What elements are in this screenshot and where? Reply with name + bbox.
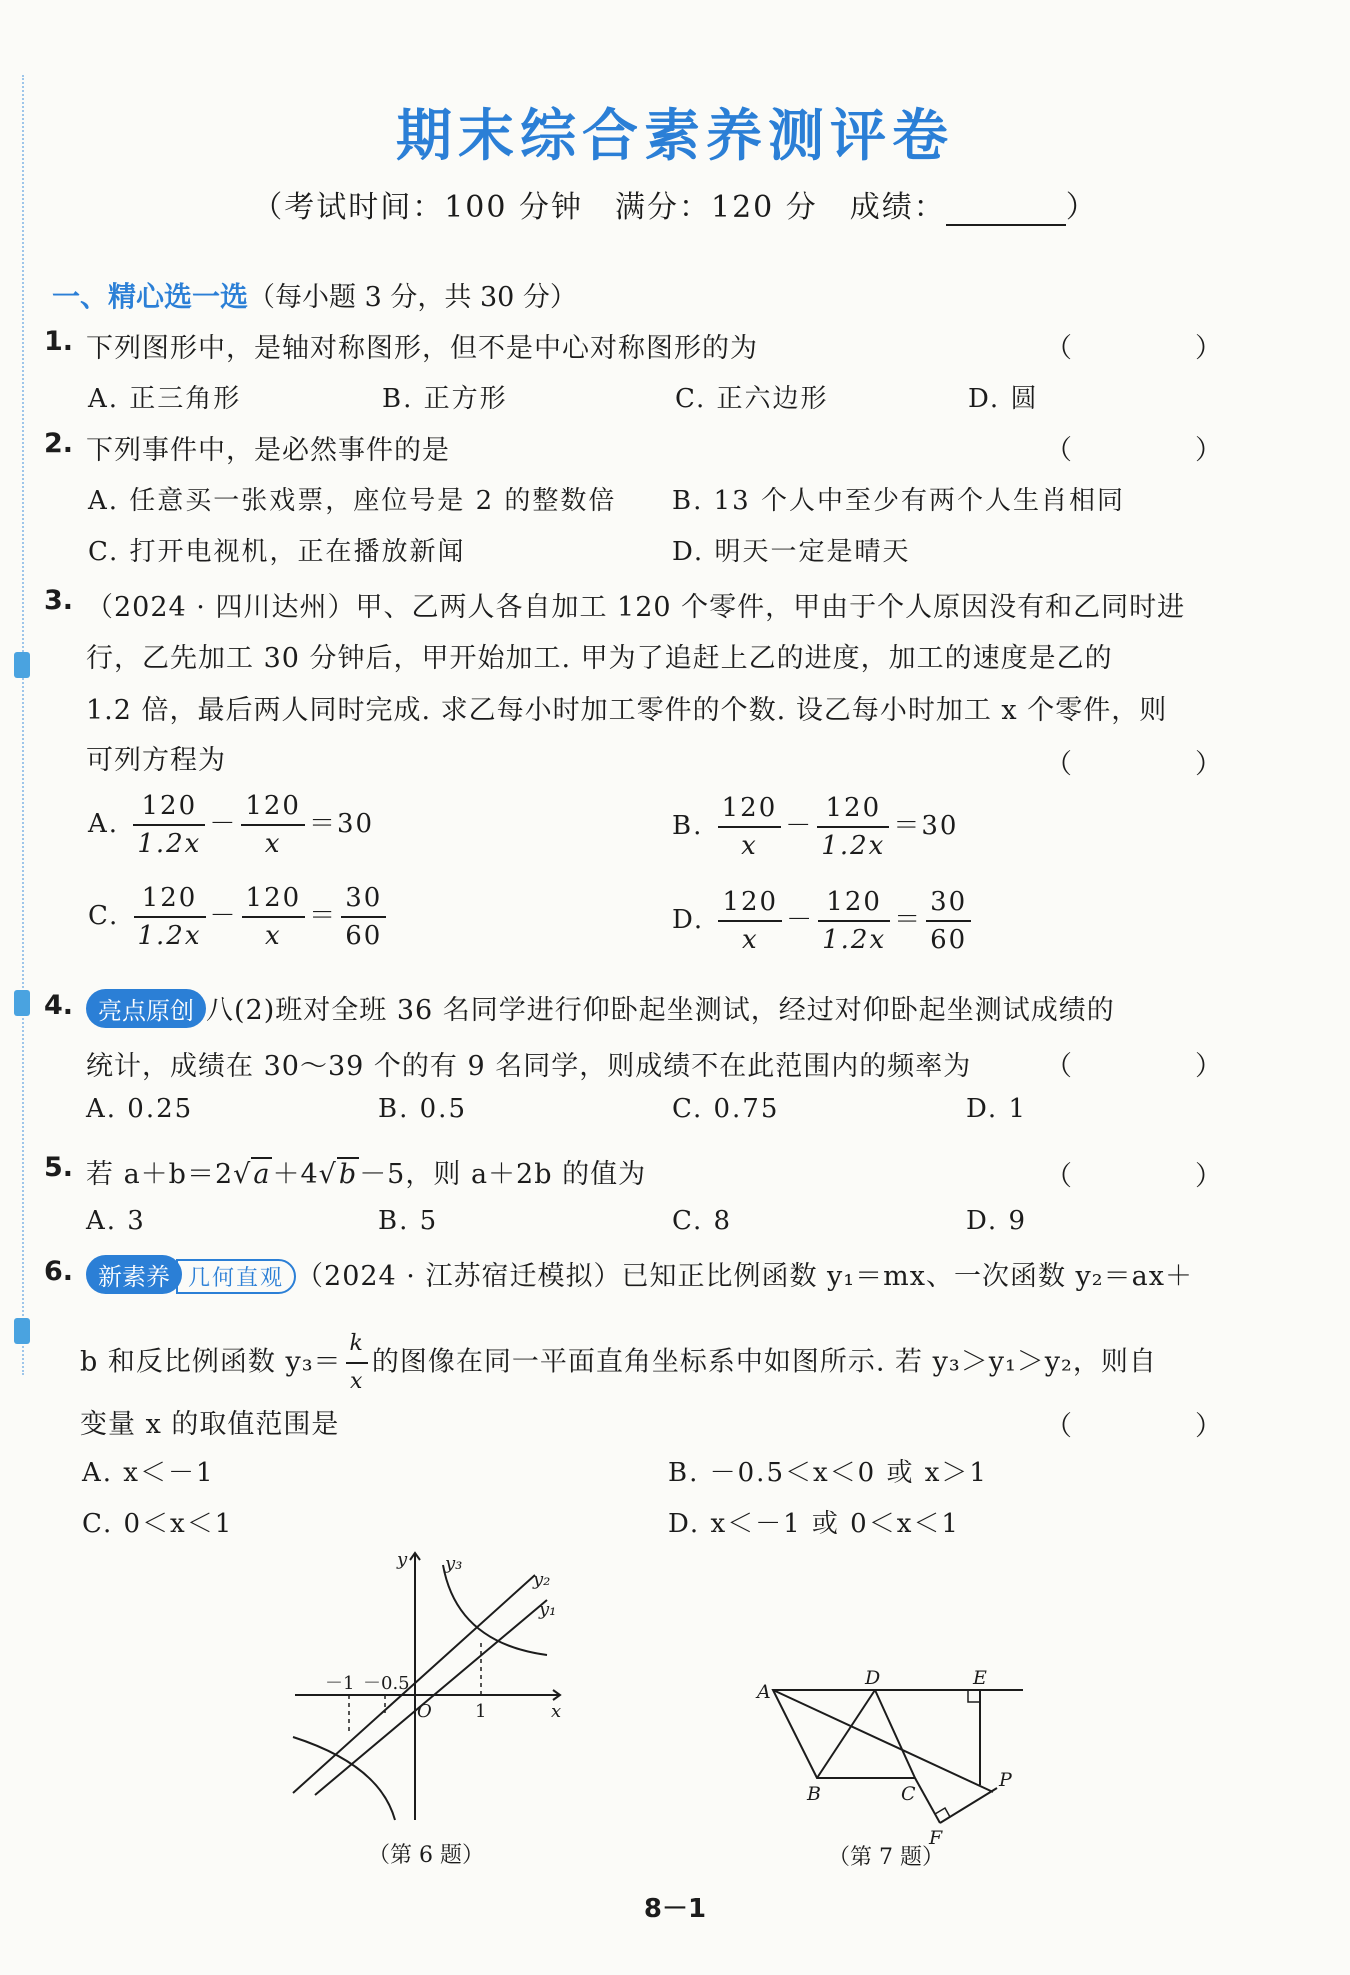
- point-label-p: P: [999, 1769, 1012, 1791]
- denominator: x: [741, 925, 759, 955]
- option: D. 1: [966, 1094, 1027, 1124]
- answer-paren: （ ）: [1045, 1051, 1270, 1082]
- rhs: ＝30: [893, 811, 959, 841]
- option: C. 正六边形: [675, 384, 829, 414]
- answer-paren: （ ）: [1045, 749, 1270, 780]
- point-label-c: C: [901, 1783, 916, 1805]
- figure-6-caption: （第 6 题）: [368, 1843, 484, 1868]
- question-6-text: （2024 · 江苏宿迁模拟）已知正比例函数 y₁＝mx、一次函数 y₂＝ax＋: [296, 1261, 1193, 1292]
- fraction: [133, 788, 205, 862]
- option: A. 3: [86, 1206, 146, 1236]
- option: D. x＜－1 或 0＜x＜1: [668, 1509, 960, 1539]
- point-label-d: D: [865, 1667, 881, 1689]
- question-4-text: 八(2)班对全班 36 名同学进行仰卧起坐测试，经过对仰卧起坐测试成绩的: [206, 995, 1115, 1026]
- fraction: [818, 884, 890, 958]
- figure-7-diagram: [755, 1660, 1030, 1850]
- option-label: B.: [672, 811, 704, 841]
- numerator: 120: [241, 788, 305, 826]
- numerator: 120: [718, 884, 782, 922]
- point-label-f: F: [929, 1827, 943, 1849]
- numerator: k: [346, 1326, 368, 1364]
- edge-tab-marker: [14, 652, 30, 678]
- tick-label: 1: [475, 1701, 487, 1722]
- numerator: 120: [718, 790, 782, 828]
- answer-paren: （ ）: [1045, 1411, 1270, 1442]
- option: C. 0＜x＜1: [82, 1509, 234, 1539]
- question-number: 2.: [44, 428, 74, 459]
- denominator: 1.2x: [822, 925, 887, 955]
- point-label-e: E: [973, 1667, 987, 1689]
- option: A. 0.25: [86, 1094, 194, 1124]
- option-d-formula: D. $\frac{120}{x}$ － $\frac{120}{1.2x}$ ＝ $\frac{30}{60}$: [672, 884, 975, 958]
- exam-info-end: ）: [1065, 190, 1098, 225]
- option: B. －0.5＜x＜0 或 x＞1: [668, 1458, 988, 1488]
- section-title: 一、精心选一选: [52, 280, 249, 313]
- original-badge: 亮点原创: [86, 989, 206, 1028]
- edge-tab-marker: [14, 1318, 30, 1344]
- question-4-line: 统计，成绩在 30～39 个的有 9 名同学，则成绩不在此范围内的频率为: [86, 1051, 972, 1082]
- curve-label-y2: y₂: [533, 1569, 551, 1590]
- question-number: 1.: [44, 326, 74, 357]
- numerator: 120: [818, 884, 890, 922]
- option: B. 0.5: [378, 1094, 467, 1124]
- option: A. 正三角形: [88, 384, 242, 414]
- question-3-line: （2024 · 四川达州）甲、乙两人各自加工 120 个零件，甲由于个人原因没有和乙同时进: [86, 592, 1186, 623]
- question-number: 4.: [44, 990, 74, 1021]
- curve-label-y1: y₁: [539, 1599, 557, 1620]
- fraction: [926, 884, 971, 958]
- figure-6-graph: [285, 1545, 575, 1825]
- point-label-b: B: [807, 1783, 821, 1805]
- fraction: [718, 790, 782, 864]
- option: D. 圆: [968, 384, 1039, 414]
- origin-label: O: [417, 1701, 432, 1722]
- option: D. 9: [966, 1206, 1027, 1236]
- question-6-line: [80, 1326, 1157, 1400]
- page-title: 期末综合素养测评卷: [396, 104, 954, 169]
- edge-tab-marker: [14, 990, 30, 1016]
- denominator: x: [264, 829, 282, 859]
- numerator: 120: [134, 880, 206, 918]
- line-cf: [915, 1778, 940, 1823]
- option: A. 任意买一张戏票，座位号是 2 的整数倍: [88, 486, 617, 516]
- fraction: [346, 1326, 368, 1400]
- sqrt-sign: √: [318, 1159, 337, 1190]
- question-3-line: 可列方程为: [86, 745, 226, 776]
- denominator: 1.2x: [821, 831, 886, 861]
- numerator: 30: [341, 880, 386, 918]
- rhs: ＝30: [308, 809, 375, 839]
- option: A. x＜－1: [82, 1458, 215, 1488]
- denominator: 60: [930, 925, 968, 955]
- fraction: [241, 788, 305, 862]
- question-6-text: 的图像在同一平面直角坐标系中如图所示. 若 y₃＞y₁＞y₂，则自: [371, 1346, 1157, 1378]
- exam-info-text: （考试时间：100 分钟 满分：120 分 成绩：: [252, 190, 946, 225]
- question-number: 3.: [44, 585, 74, 616]
- question-2-text: 下列事件中，是必然事件的是: [86, 435, 450, 466]
- option-a-formula: A. $\frac{120}{1.2x}$ － $\frac{120}{x}$ ＝30: [88, 788, 374, 862]
- page-number: 8－1: [643, 1894, 707, 1924]
- axis-label-x: x: [551, 1701, 562, 1722]
- radicand: b: [338, 1159, 358, 1190]
- denominator: 1.2x: [137, 921, 202, 951]
- expr-part: －5，则 a＋2b 的值为: [359, 1159, 647, 1190]
- curve-label-y3: y₃: [445, 1553, 463, 1574]
- question-1-text: 下列图形中，是轴对称图形，但不是中心对称图形的为: [86, 333, 758, 364]
- numerator: 30: [926, 884, 971, 922]
- question-6-text: b 和反比例函数 y₃＝: [80, 1346, 342, 1378]
- option: B. 13 个人中至少有两个人生肖相同: [672, 486, 1125, 516]
- tick-label: －1: [325, 1673, 355, 1694]
- option: C. 0.75: [672, 1094, 780, 1124]
- option: C. 打开电视机，正在播放新闻: [88, 537, 466, 567]
- answer-paren: （ ）: [1045, 333, 1270, 364]
- question-6-line: 变量 x 的取值范围是: [80, 1409, 340, 1440]
- score-blank: [946, 194, 1066, 226]
- right-angle-f: [935, 1808, 950, 1817]
- option-label: C.: [88, 901, 120, 931]
- fraction: [718, 884, 782, 958]
- point-label-a: A: [757, 1681, 771, 1703]
- exam-info: [0, 182, 1350, 226]
- answer-paren: （ ）: [1045, 1161, 1270, 1192]
- denominator: x: [265, 921, 282, 951]
- fraction: [817, 790, 889, 864]
- question-6-line: [86, 1254, 1193, 1294]
- question-5-text: [86, 1152, 646, 1191]
- expr-part: ＋4: [272, 1159, 319, 1190]
- fraction: [341, 880, 386, 954]
- right-angle-e: [968, 1690, 980, 1702]
- geometric-intuition-badge: 几何直观: [176, 1259, 296, 1294]
- option: D. 明天一定是晴天: [672, 537, 911, 567]
- answer-paren: （ ）: [1045, 435, 1270, 466]
- expr-part: 若 a＋b＝2: [86, 1159, 234, 1190]
- denominator: 60: [345, 921, 383, 951]
- question-3-line: 行，乙先加工 30 分钟后，甲开始加工. 甲为了追赶上乙的进度，加工的速度是乙的: [86, 643, 1113, 674]
- axis-label-y: y: [397, 1549, 408, 1570]
- tick-label: －0.5: [363, 1673, 410, 1694]
- numerator: 120: [133, 788, 205, 826]
- line-y1: [315, 1600, 547, 1795]
- new-literacy-badge: 新素养: [86, 1255, 182, 1294]
- option: B. 正方形: [382, 384, 508, 414]
- section-heading: [52, 275, 577, 315]
- option: C. 8: [672, 1206, 733, 1236]
- question-3-line: 1.2 倍，最后两人同时完成. 求乙每小时加工零件的个数. 设乙每小时加工 x 个零件，则: [86, 695, 1168, 726]
- section-note: （每小题 3 分，共 30 分）: [248, 282, 577, 313]
- option: B. 5: [378, 1206, 439, 1236]
- margin-dotted-line: [22, 75, 24, 1375]
- question-number: 6.: [44, 1256, 74, 1287]
- denominator: 1.2x: [137, 829, 202, 859]
- fraction: [242, 880, 306, 954]
- denominator: x: [741, 831, 758, 861]
- figure-7-caption: （第 7 题）: [828, 1845, 944, 1870]
- option-c-formula: C. $\frac{120}{1.2x}$ － $\frac{120}{x}$ ＝ $\frac{30}{60}$: [88, 880, 390, 954]
- question-number: 5.: [44, 1152, 74, 1183]
- numerator: 120: [242, 880, 306, 918]
- question-4-line: [86, 988, 1115, 1028]
- fraction: [134, 880, 206, 954]
- radicand: a: [253, 1159, 271, 1190]
- sqrt-sign: √: [233, 1159, 252, 1190]
- parallelogram-abcd: [773, 1690, 915, 1778]
- line-fp: [940, 1788, 997, 1823]
- numerator: 120: [817, 790, 889, 828]
- option-label: A.: [88, 809, 120, 839]
- option-label: D.: [672, 905, 705, 935]
- option-b-formula: B. $\frac{120}{x}$ － $\frac{120}{1.2x}$ ＝30: [672, 790, 958, 864]
- denominator: x: [349, 1369, 364, 1394]
